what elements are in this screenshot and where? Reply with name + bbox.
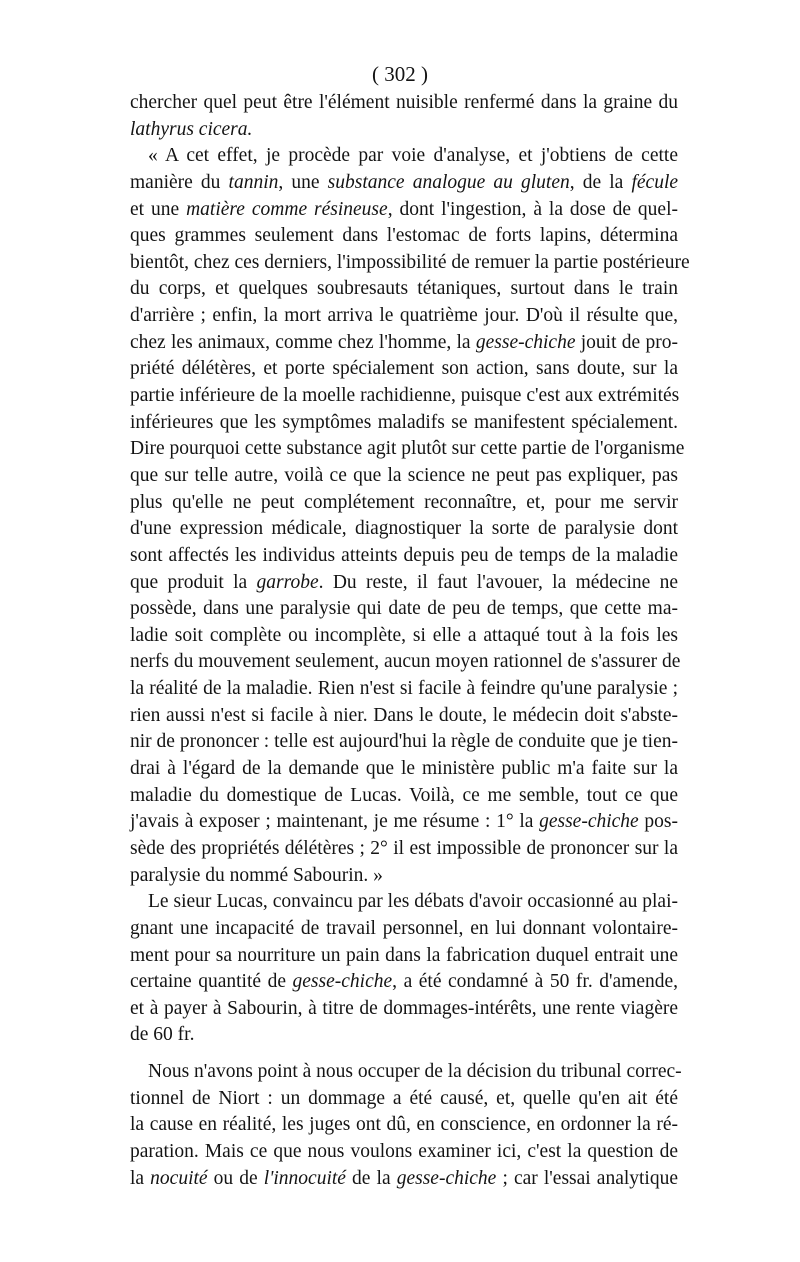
text-line: tionnel de Niort : un dommage a été causé, et, quelle qu'en ait été bbox=[130, 1087, 678, 1109]
text-line: du corps, et quelques soubresauts tétaniques, surtout dans le train bbox=[130, 278, 678, 300]
paragraph-gap bbox=[130, 1049, 678, 1059]
text-line: que produit la garrobe. Du reste, il faut l'avouer, la médecine ne bbox=[130, 571, 679, 593]
text-line: paration. Mais ce que nous voulons examiner ici, c'est la question de bbox=[130, 1140, 678, 1162]
text-line: priété délétères, et porte spécialement son action, sans doute, sur la bbox=[130, 358, 678, 380]
text-line: Dire pourquoi cette substance agit plutôt sur cette partie de l'organisme bbox=[130, 438, 685, 460]
text-line: inférieures que les symptômes maladifs se manifestent spécialement. bbox=[130, 411, 678, 433]
text-line: drai à l'égard de la demande que le ministère public m'a faite sur la bbox=[130, 758, 678, 780]
text-line: Le sieur Lucas, convaincu par les débats d'avoir occasionné au plai- bbox=[148, 891, 678, 913]
text-line: gnant une incapacité de travail personnel, en lui donnant volontaire- bbox=[130, 917, 678, 939]
text-line: de 60 fr. bbox=[130, 1024, 195, 1046]
body-text bbox=[130, 90, 690, 1192]
text-line: d'une expression médicale, diagnostiquer la sorte de paralysie dont bbox=[130, 518, 678, 540]
text-line: chez les animaux, comme chez l'homme, la gesse-chiche jouit de pro- bbox=[130, 331, 678, 353]
text-line: plus qu'elle ne peut complétement reconnaître, et, pour me servir bbox=[130, 491, 678, 513]
text-line: nerfs du mouvement seulement, aucun moyen rationnel de s'assurer de bbox=[130, 651, 681, 673]
text-line: bientôt, chez ces derniers, l'impossibilité de remuer la partie postérieure bbox=[130, 251, 690, 273]
text-line: chercher quel peut être l'élément nuisible renfermé dans la graine du bbox=[130, 92, 678, 113]
text-line: la cause en réalité, les juges ont dû, en conscience, en ordonner la ré- bbox=[130, 1114, 678, 1136]
text-line: nir de prononcer : telle est aujourd'hui la règle de conduite que je tien- bbox=[130, 731, 678, 753]
text-line: maladie du domestique de Lucas. Voilà, ce me semble, tout ce que bbox=[130, 784, 678, 806]
text-line: rien aussi n'est si facile à nier. Dans le doute, le médecin doit s'abste- bbox=[130, 704, 678, 726]
text-line: d'arrière ; enfin, la mort arriva le quatrième jour. D'où il résulte que, bbox=[130, 305, 678, 327]
text-line: ladie soit complète ou incomplète, si elle a attaqué tout à la fois les bbox=[130, 624, 678, 646]
text-line: ques grammes seulement dans l'estomac de forts lapins, détermina bbox=[130, 225, 678, 247]
text-line: sont affectés les individus atteints depuis peu de temps de la maladie bbox=[130, 544, 678, 566]
text-line: lathyrus cicera. bbox=[130, 118, 253, 140]
text-line: certaine quantité de gesse-chiche, a été condamné à 50 fr. d'amende, bbox=[130, 971, 679, 993]
text-line: Nous n'avons point à nous occuper de la décision du tribunal correc- bbox=[148, 1061, 682, 1083]
text-line: la nocuité ou de l'innocuité de la gesse-chiche ; car l'essai analytique bbox=[130, 1167, 679, 1189]
text-line: la réalité de la maladie. Rien n'est si facile à feindre qu'une paralysie ; bbox=[130, 678, 678, 700]
text-line: et à payer à Sabourin, à titre de dommages-intérêts, une rente viagère bbox=[130, 997, 678, 1019]
text-line: et une matière comme résineuse, dont l'ingestion, à la dose de quel- bbox=[130, 198, 678, 220]
text-line: manière du tannin, une substance analogue au gluten, de la fécule bbox=[130, 171, 679, 193]
page-number-header: ( 302 ) bbox=[372, 62, 428, 86]
text-line: paralysie du nommé Sabourin. » bbox=[130, 864, 383, 886]
text-line: sède des propriétés délétères ; 2° il est impossible de prononcer sur la bbox=[130, 837, 678, 859]
text-line: possède, dans une paralysie qui date de peu de temps, que cette ma- bbox=[130, 598, 678, 620]
text-line: que sur telle autre, voilà ce que la science ne peut pas expliquer, pas bbox=[130, 464, 678, 486]
text-line: ment pour sa nourriture un pain dans la fabrication duquel entrait une bbox=[130, 944, 678, 966]
text-line: « A cet effet, je procède par voie d'analyse, et j'obtiens de cette bbox=[148, 145, 678, 167]
text-line: j'avais à exposer ; maintenant, je me résume : 1° la gesse-chiche pos- bbox=[130, 811, 678, 833]
text-line: partie inférieure de la moelle rachidienne, puisque c'est aux extrémités bbox=[130, 385, 680, 407]
